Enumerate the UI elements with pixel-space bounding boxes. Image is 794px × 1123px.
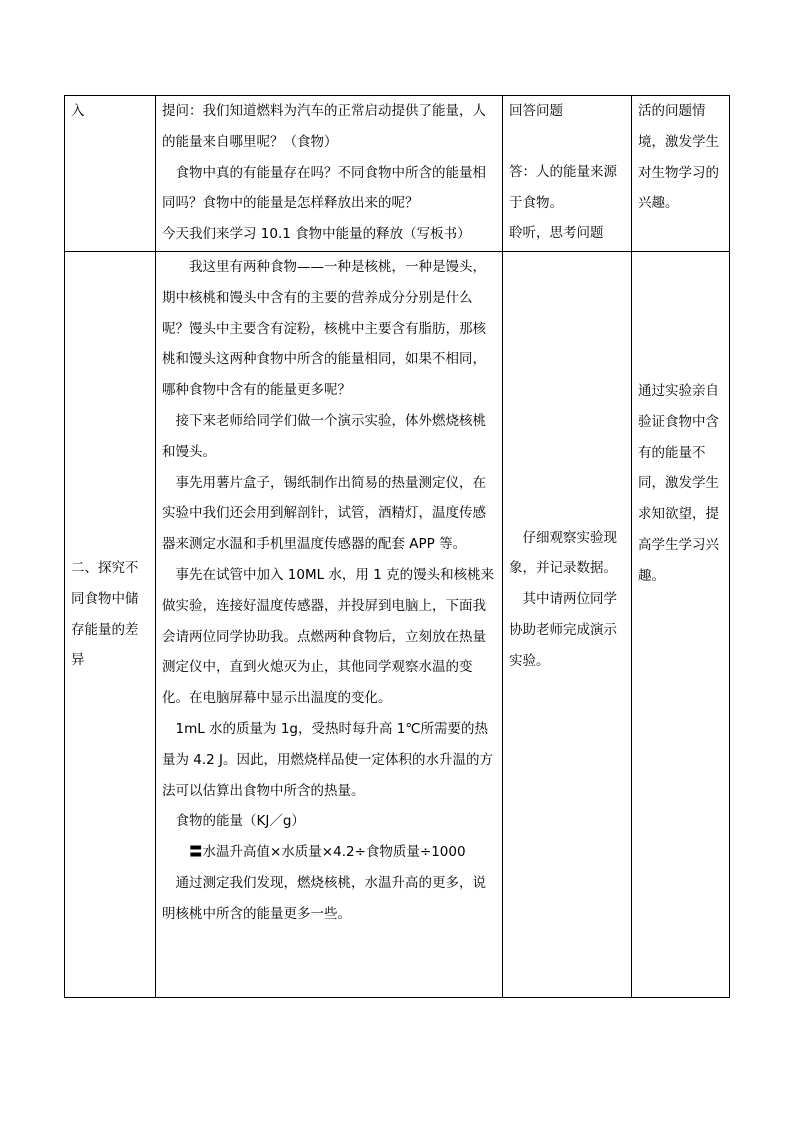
teacher-activity-cell <box>156 252 503 998</box>
teacher-paragraph: 通过测定我们发现，燃烧核桃，水温升高的更多，说明核桃中所含的能量更多一些。 <box>162 874 486 922</box>
stage-cell <box>65 96 156 252</box>
blank-line <box>509 127 625 157</box>
student-paragraph: 回答问题 <box>509 103 563 119</box>
teacher-paragraph: 事先用薯片盒子，锡纸制作出简易的热量测定仪，在实验中我们还会用到解剖针，试管，酒精灯，温度传感器来测定水温和手机里温度传感器的配套 APP 等。 <box>162 474 486 553</box>
table-row <box>65 96 730 252</box>
intent-text: 通过实验亲自验证食物中含有的能量不同，激发学生求知欲望，提高学生学习兴趣。 <box>638 383 719 584</box>
lesson-plan-table <box>64 95 730 998</box>
student-activity-cell <box>503 96 632 252</box>
design-intent-cell <box>632 252 730 998</box>
teacher-paragraph: 今天我们来学习 10.1 食物中能量的释放（写板书） <box>162 226 471 243</box>
teacher-paragraph: 接下来老师给同学们做一个演示实验，体外燃烧核桃和馒头。 <box>162 412 486 460</box>
teacher-paragraph: 事先在试管中加入 10ML 水，用 1 克的馒头和核桃来做实验，连接好温度传感器，并投屏到电脑上，下面我会请两位同学协助我。点燃两种食物后，立刻放在热量测定仪中，直到火熄灭为止，其他同学观察水温的变化。在电脑屏幕中显示出温度的变化。 <box>162 566 495 707</box>
student-paragraph: 其中请两位同学协助老师完成演示实验。 <box>509 591 617 669</box>
student-paragraph: 聆听，思考问题 <box>509 225 604 242</box>
design-intent-cell <box>632 96 730 252</box>
teacher-paragraph: 我这里有两种食物——一种是核桃，一种是馒头，期中核桃和馒头中含有的主要的营养成分分别是什么呢？馒头中主要含有淀粉，核桃中主要含有脂肪，那核桃和馒头这两种食物中所含的能量相同，如果不相同，哪种食物中含有的能量更多呢？ <box>162 259 486 399</box>
student-activity-cell <box>503 252 632 998</box>
stage-cell <box>65 252 156 998</box>
teacher-paragraph: 1mL 水的质量为 1g，受热时每升高 1℃所需要的热量为 4.2 J。因此，用燃烧样品使一定体积的水升温的方法可以估算出食物中所含的热量。 <box>162 720 494 799</box>
formula-title: 食物的能量（KJ／g） <box>175 813 305 830</box>
student-paragraph: 仔细观察实验现象，并记录数据。 <box>509 529 617 577</box>
stage-text: 入 <box>71 103 85 119</box>
table-row <box>65 252 730 998</box>
intent-text: 活的问题情境，激发学生对生物学习的兴趣。 <box>638 103 719 212</box>
teacher-activity-cell <box>156 96 503 252</box>
teacher-paragraph: 食物中真的有能量存在吗？不同食物中所含的能量相同吗？食物中的能量是怎样释放出来的呢？ <box>162 164 486 212</box>
stage-text: 二、探究不同食物中储存能量的差异 <box>71 559 139 669</box>
teacher-paragraph: 提问：我们知道燃料为汽车的正常启动提供了能量，人的能量来自哪里呢？（食物） <box>162 103 486 150</box>
student-paragraph: 答：人的能量来源于食物。 <box>509 163 617 211</box>
formula-text: 〓水温升高值×水质量×4.2÷食物质量÷1000 <box>189 844 466 861</box>
